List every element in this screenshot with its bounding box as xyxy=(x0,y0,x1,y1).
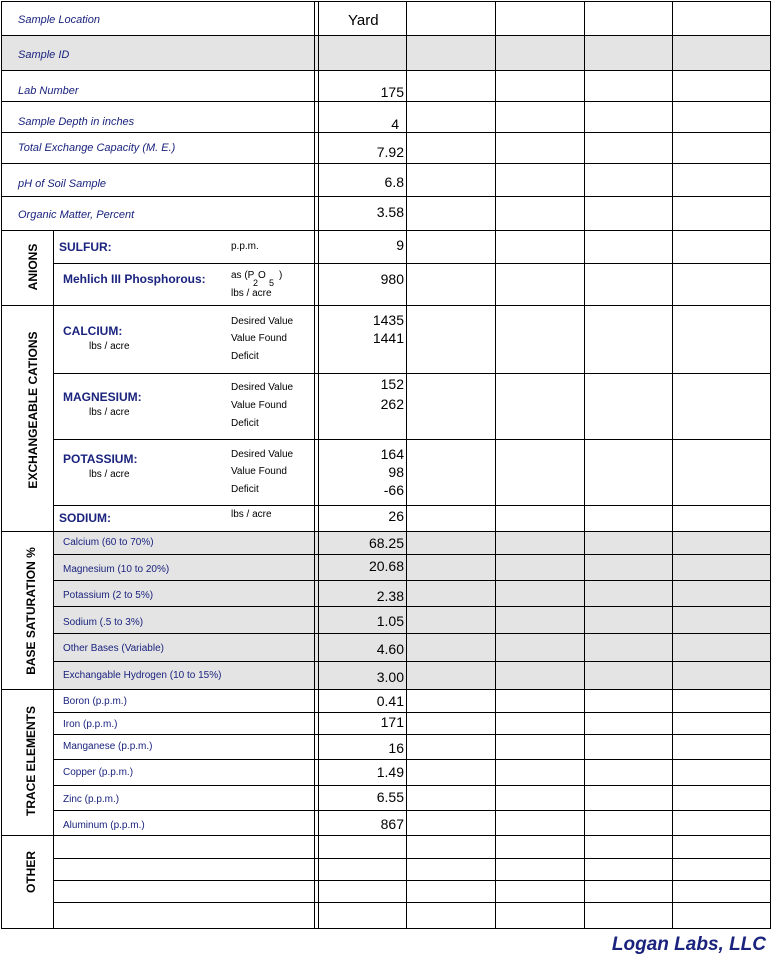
iron-label: Iron (p.p.m.) xyxy=(63,719,118,730)
sample-depth-value: 4 xyxy=(391,116,399,132)
calcium-found-value: 1441 xyxy=(372,330,404,346)
copper-label: Copper (p.p.m.) xyxy=(63,767,134,778)
bs-potassium-label: Potassium (2 to 5%) xyxy=(63,590,154,601)
phosphorous-unit-line2: lbs / acre xyxy=(231,288,272,299)
potassium-unit: lbs / acre xyxy=(89,469,130,480)
boron-value: 0.41 xyxy=(376,693,404,709)
bs-sodium-label: Sodium (.5 to 3%) xyxy=(63,617,144,628)
boron-label: Boron (p.p.m.) xyxy=(63,696,127,707)
aluminum-value: 867 xyxy=(380,816,404,832)
potassium-found-value: 98 xyxy=(388,464,404,480)
calcium-desired-label: Desired Value xyxy=(231,316,294,327)
iron-value: 171 xyxy=(380,714,404,730)
sample-depth-label: Sample Depth in inches xyxy=(18,116,135,128)
bs-calcium-label: Calcium (60 to 70%) xyxy=(63,537,154,548)
anions-section-label: ANIONS xyxy=(26,243,40,291)
sulfur-value: 9 xyxy=(396,237,404,253)
phosphorous-unit-prefix: as (P xyxy=(231,270,255,281)
organic-matter-value: 3.58 xyxy=(376,204,404,220)
potassium-deficit-label: Deficit xyxy=(231,484,259,495)
bs-magnesium-label: Magnesium (10 to 20%) xyxy=(63,564,170,575)
ph-value: 6.8 xyxy=(384,174,404,190)
manganese-label: Manganese (p.p.m.) xyxy=(63,741,153,752)
cations-section-label: EXCHANGEABLE CATIONS xyxy=(26,331,40,489)
bs-hydrogen-label: Exchangable Hydrogen (10 to 15%) xyxy=(63,670,222,681)
potassium-desired-value: 164 xyxy=(380,446,404,462)
sodium-unit: lbs / acre xyxy=(231,509,272,520)
magnesium-deficit-label: Deficit xyxy=(231,418,259,429)
bs-other-bases-label: Other Bases (Variable) xyxy=(63,643,164,654)
magnesium-desired-value: 152 xyxy=(380,376,404,392)
base-saturation-section-label: BASE SATURATION % xyxy=(24,547,38,675)
calcium-unit: lbs / acre xyxy=(89,341,130,352)
exchange-capacity-label: Total Exchange Capacity (M. E.) xyxy=(18,142,176,154)
calcium-desired-value: 1435 xyxy=(372,312,404,328)
bs-sodium-value: 1.05 xyxy=(376,613,404,629)
magnesium-found-label: Value Found xyxy=(231,400,287,411)
phosphorous-unit-sub1: 2 xyxy=(253,278,259,288)
calcium-label: CALCIUM: xyxy=(63,324,123,338)
magnesium-unit: lbs / acre xyxy=(89,407,130,418)
magnesium-desired-label: Desired Value xyxy=(231,382,294,393)
phosphorous-value: 980 xyxy=(380,271,404,287)
lab-number-value: 175 xyxy=(380,84,404,100)
other-section-label: OTHER xyxy=(24,851,38,893)
calcium-found-label: Value Found xyxy=(231,333,287,344)
zinc-label: Zinc (p.p.m.) xyxy=(63,794,120,805)
trace-elements-section-label: TRACE ELEMENTS xyxy=(24,705,38,817)
sodium-label: SODIUM: xyxy=(59,511,111,525)
aluminum-label: Aluminum (p.p.m.) xyxy=(63,820,145,831)
potassium-desired-label: Desired Value xyxy=(231,449,294,460)
phosphorous-unit-o: O xyxy=(258,270,266,281)
magnesium-label: MAGNESIUM: xyxy=(63,390,142,404)
bs-other-bases-value: 4.60 xyxy=(376,641,404,657)
potassium-found-label: Value Found xyxy=(231,466,287,477)
sample-location-label: Sample Location xyxy=(18,14,100,26)
manganese-value: 16 xyxy=(388,740,404,756)
sulfur-label: SULFUR: xyxy=(59,240,112,254)
bs-calcium-value: 68.25 xyxy=(368,535,404,551)
organic-matter-label: Organic Matter, Percent xyxy=(18,209,135,221)
ph-label: pH of Soil Sample xyxy=(18,178,107,190)
bs-magnesium-value: 20.68 xyxy=(368,558,404,574)
exchange-capacity-value: 7.92 xyxy=(376,144,404,160)
company-name: Logan Labs, LLC xyxy=(611,934,766,955)
calcium-deficit-label: Deficit xyxy=(231,351,259,362)
sample-id-row-shade xyxy=(1,35,771,70)
sample-id-label: Sample ID xyxy=(18,49,70,61)
phosphorous-unit-close: ) xyxy=(279,270,283,281)
bs-potassium-value: 2.38 xyxy=(376,588,404,604)
bs-hydrogen-value: 3.00 xyxy=(376,669,404,685)
phosphorous-label: Mehlich III Phosphorous: xyxy=(63,272,206,286)
zinc-value: 6.55 xyxy=(376,789,404,805)
potassium-label: POTASSIUM: xyxy=(63,452,138,466)
copper-value: 1.49 xyxy=(376,764,404,780)
sodium-value: 26 xyxy=(388,508,404,524)
potassium-deficit-value: -66 xyxy=(383,482,404,498)
magnesium-found-value: 262 xyxy=(380,396,404,412)
sulfur-unit: p.p.m. xyxy=(231,241,259,252)
sample-location-value: Yard xyxy=(348,12,379,29)
phosphorous-unit-sub2: 5 xyxy=(269,278,275,288)
lab-number-label: Lab Number xyxy=(18,85,79,97)
